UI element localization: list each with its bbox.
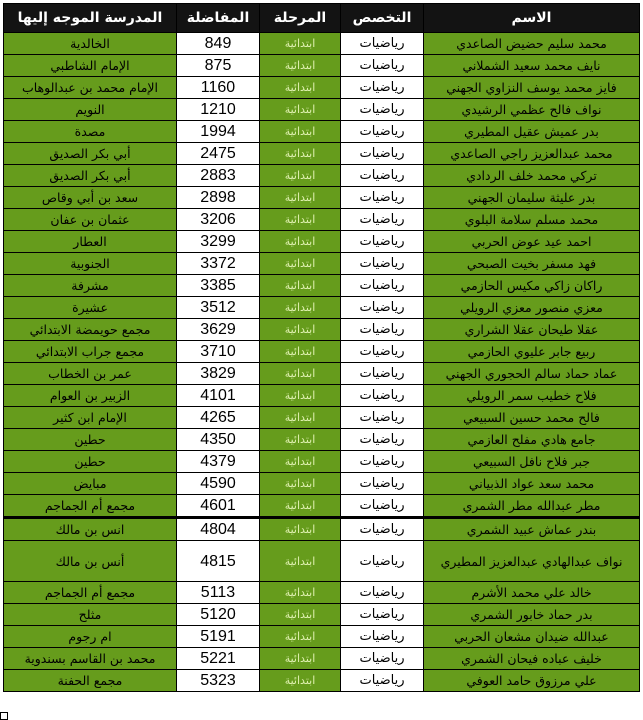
table-row: [4, 77, 640, 99]
cell-name: نايف محمد سعيد الشملاني: [424, 55, 640, 77]
cell-name: عقلا طيحان عقلا الشراري: [424, 319, 640, 341]
cell-rank: 849: [177, 33, 260, 55]
cell-school: الخالدية: [4, 33, 177, 55]
cell-school: حطين: [4, 429, 177, 451]
cell-school: الزبير بن العوام: [4, 385, 177, 407]
table-row: [4, 429, 640, 451]
cell-name: احمد عيد عوض الحربي: [424, 231, 640, 253]
cell-name: بدر عليثة سليمان الجهني: [424, 187, 640, 209]
cell-specialty: رياضيات: [341, 648, 424, 670]
table-row: [4, 407, 640, 429]
cell-name: فايز محمد يوسف النزاوي الجهني: [424, 77, 640, 99]
cell-specialty: رياضيات: [341, 275, 424, 297]
corner-marker: [0, 712, 8, 720]
cell-specialty: رياضيات: [341, 297, 424, 319]
cell-school: النويم: [4, 99, 177, 121]
cell-school: مبايض: [4, 473, 177, 495]
cell-name: بدر حماد خابور الشمري: [424, 604, 640, 626]
cell-stage: ابتدائية: [260, 143, 341, 165]
cell-stage: ابتدائية: [260, 297, 341, 319]
cell-specialty: رياضيات: [341, 165, 424, 187]
cell-stage: ابتدائية: [260, 495, 341, 518]
cell-school: محمد بن القاسم بسندوية: [4, 648, 177, 670]
cell-school: عثمان بن عفان: [4, 209, 177, 231]
cell-name: فهد مسفر بخيت الصبحي: [424, 253, 640, 275]
cell-stage: ابتدائية: [260, 518, 341, 541]
cell-rank: 3299: [177, 231, 260, 253]
cell-name: معزي منصور معزي الرويلي: [424, 297, 640, 319]
cell-specialty: رياضيات: [341, 670, 424, 692]
cell-school: الإمام محمد بن عبدالوهاب: [4, 77, 177, 99]
cell-stage: ابتدائية: [260, 582, 341, 604]
cell-stage: ابتدائية: [260, 33, 341, 55]
cell-specialty: رياضيات: [341, 99, 424, 121]
cell-school: الإمام ابن كثير: [4, 407, 177, 429]
cell-rank: 1160: [177, 77, 260, 99]
cell-name: محمد مسلم سلامة البلوي: [424, 209, 640, 231]
teacher-assignment-table: [3, 3, 640, 692]
cell-school: الإمام الشاطبي: [4, 55, 177, 77]
cell-name: بندر عماش عبيد الشمري: [424, 518, 640, 541]
cell-name: تركي محمد خلف الردادي: [424, 165, 640, 187]
cell-specialty: رياضيات: [341, 33, 424, 55]
cell-rank: 3372: [177, 253, 260, 275]
cell-stage: ابتدائية: [260, 187, 341, 209]
cell-name: نواف عبدالهادي عبدالعزيز المطيري: [424, 541, 640, 582]
cell-name: علي مرزوق حامد العوفي: [424, 670, 640, 692]
table-row: [4, 99, 640, 121]
cell-specialty: رياضيات: [341, 604, 424, 626]
table-row: [4, 341, 640, 363]
header-name: الاسم: [424, 4, 640, 33]
cell-rank: 4815: [177, 541, 260, 582]
cell-specialty: رياضيات: [341, 209, 424, 231]
cell-rank: 3629: [177, 319, 260, 341]
cell-stage: ابتدائية: [260, 99, 341, 121]
cell-rank: 5323: [177, 670, 260, 692]
table-row: [4, 297, 640, 319]
cell-school: ام رجوم: [4, 626, 177, 648]
cell-specialty: رياضيات: [341, 429, 424, 451]
table-row: [4, 670, 640, 692]
table-row: [4, 187, 640, 209]
cell-rank: 5120: [177, 604, 260, 626]
cell-school: مجمع أم الجماجم: [4, 582, 177, 604]
cell-rank: 3206: [177, 209, 260, 231]
table-row: [4, 648, 640, 670]
cell-specialty: رياضيات: [341, 341, 424, 363]
cell-specialty: رياضيات: [341, 231, 424, 253]
cell-school: العطار: [4, 231, 177, 253]
table-row: [4, 253, 640, 275]
cell-specialty: رياضيات: [341, 451, 424, 473]
table-row: [4, 55, 640, 77]
cell-name: خليف عباده فيحان الشمري: [424, 648, 640, 670]
assignment-table-container: [3, 3, 639, 692]
cell-name: جامع هادي مفلح العازمي: [424, 429, 640, 451]
table-row: [4, 209, 640, 231]
cell-stage: ابتدائية: [260, 165, 341, 187]
header-rank: المفاضلة: [177, 4, 260, 33]
cell-stage: ابتدائية: [260, 385, 341, 407]
header-row: [4, 4, 640, 33]
table-row: [4, 582, 640, 604]
cell-rank: 1994: [177, 121, 260, 143]
cell-rank: 3829: [177, 363, 260, 385]
table-row: [4, 518, 640, 541]
cell-specialty: رياضيات: [341, 55, 424, 77]
cell-school: عشيرة: [4, 297, 177, 319]
cell-name: محمد سليم حضيض الصاعدي: [424, 33, 640, 55]
cell-name: خالد علي محمد الأشرم: [424, 582, 640, 604]
cell-specialty: رياضيات: [341, 319, 424, 341]
table-row: [4, 231, 640, 253]
cell-stage: ابتدائية: [260, 648, 341, 670]
table-row: [4, 363, 640, 385]
table-row: [4, 541, 640, 582]
cell-rank: 4379: [177, 451, 260, 473]
cell-rank: 875: [177, 55, 260, 77]
cell-school: مجمع حويمضة الابتدائي: [4, 319, 177, 341]
cell-school: الجنوبية: [4, 253, 177, 275]
cell-name: راكان زاكي مكيس الحازمي: [424, 275, 640, 297]
cell-rank: 5113: [177, 582, 260, 604]
table-row: [4, 385, 640, 407]
cell-school: عمر بن الخطاب: [4, 363, 177, 385]
cell-rank: 4350: [177, 429, 260, 451]
cell-stage: ابتدائية: [260, 209, 341, 231]
cell-stage: ابتدائية: [260, 451, 341, 473]
cell-name: بدر عميش عقيل المطيري: [424, 121, 640, 143]
cell-stage: ابتدائية: [260, 363, 341, 385]
header-specialty: التخصص: [341, 4, 424, 33]
cell-rank: 3385: [177, 275, 260, 297]
table-row: [4, 626, 640, 648]
table-row: [4, 604, 640, 626]
cell-stage: ابتدائية: [260, 275, 341, 297]
cell-stage: ابتدائية: [260, 429, 341, 451]
cell-name: مطر عبدالله مطر الشمري: [424, 495, 640, 518]
cell-rank: 4590: [177, 473, 260, 495]
cell-name: جبر فلاح نافل السبيعي: [424, 451, 640, 473]
cell-school: مصدة: [4, 121, 177, 143]
cell-stage: ابتدائية: [260, 670, 341, 692]
cell-specialty: رياضيات: [341, 626, 424, 648]
cell-stage: ابتدائية: [260, 341, 341, 363]
cell-specialty: رياضيات: [341, 77, 424, 99]
header-stage: المرحلة: [260, 4, 341, 33]
cell-name: عبدالله ضيدان مشعان الحربي: [424, 626, 640, 648]
cell-school: مجمع الحفنة: [4, 670, 177, 692]
cell-rank: 3710: [177, 341, 260, 363]
cell-school: مشرفة: [4, 275, 177, 297]
cell-school: مثلح: [4, 604, 177, 626]
cell-school: انس بن مالك: [4, 518, 177, 541]
cell-specialty: رياضيات: [341, 518, 424, 541]
cell-specialty: رياضيات: [341, 541, 424, 582]
table-body: [4, 33, 640, 692]
cell-school: أنس بن مالك: [4, 541, 177, 582]
cell-rank: 3512: [177, 297, 260, 319]
cell-school: مجمع أم الجماجم: [4, 495, 177, 518]
cell-name: فالح محمد حسين السبيعي: [424, 407, 640, 429]
cell-rank: 2883: [177, 165, 260, 187]
cell-stage: ابتدائية: [260, 407, 341, 429]
cell-specialty: رياضيات: [341, 385, 424, 407]
cell-name: نواف فالح عظمي الرشيدي: [424, 99, 640, 121]
cell-name: محمد سعد عواد الذبياني: [424, 473, 640, 495]
table-row: [4, 165, 640, 187]
cell-school: مجمع جراب الابتدائي: [4, 341, 177, 363]
cell-stage: ابتدائية: [260, 319, 341, 341]
table-row: [4, 121, 640, 143]
cell-name: فلاح خطيب سمر الرويلي: [424, 385, 640, 407]
cell-stage: ابتدائية: [260, 604, 341, 626]
cell-school: سعد بن أبي وقاص: [4, 187, 177, 209]
cell-stage: ابتدائية: [260, 121, 341, 143]
table-row: [4, 319, 640, 341]
cell-stage: ابتدائية: [260, 55, 341, 77]
cell-rank: 4265: [177, 407, 260, 429]
table-row: [4, 473, 640, 495]
cell-name: ربيع جابر عليوي الحازمي: [424, 341, 640, 363]
cell-stage: ابتدائية: [260, 626, 341, 648]
cell-school: أبي بكر الصديق: [4, 143, 177, 165]
cell-rank: 4101: [177, 385, 260, 407]
cell-stage: ابتدائية: [260, 253, 341, 275]
header-school: المدرسة الموجه إليها: [4, 4, 177, 33]
table-row: [4, 143, 640, 165]
cell-specialty: رياضيات: [341, 143, 424, 165]
cell-specialty: رياضيات: [341, 363, 424, 385]
cell-school: حطين: [4, 451, 177, 473]
cell-rank: 2898: [177, 187, 260, 209]
table-row: [4, 495, 640, 518]
cell-rank: 5221: [177, 648, 260, 670]
cell-school: أبي بكر الصديق: [4, 165, 177, 187]
cell-name: محمد عبدالعزيز راجي الصاعدي: [424, 143, 640, 165]
cell-specialty: رياضيات: [341, 253, 424, 275]
cell-rank: 4601: [177, 495, 260, 518]
table-row: [4, 275, 640, 297]
cell-stage: ابتدائية: [260, 473, 341, 495]
cell-name: عماد حماد سالم الحجوري الجهني: [424, 363, 640, 385]
cell-rank: 5191: [177, 626, 260, 648]
cell-stage: ابتدائية: [260, 231, 341, 253]
cell-stage: ابتدائية: [260, 77, 341, 99]
cell-rank: 4804: [177, 518, 260, 541]
cell-specialty: رياضيات: [341, 495, 424, 518]
cell-specialty: رياضيات: [341, 407, 424, 429]
table-row: [4, 33, 640, 55]
cell-stage: ابتدائية: [260, 541, 341, 582]
cell-specialty: رياضيات: [341, 582, 424, 604]
cell-specialty: رياضيات: [341, 473, 424, 495]
cell-rank: 2475: [177, 143, 260, 165]
cell-rank: 1210: [177, 99, 260, 121]
cell-specialty: رياضيات: [341, 187, 424, 209]
table-row: [4, 451, 640, 473]
cell-specialty: رياضيات: [341, 121, 424, 143]
